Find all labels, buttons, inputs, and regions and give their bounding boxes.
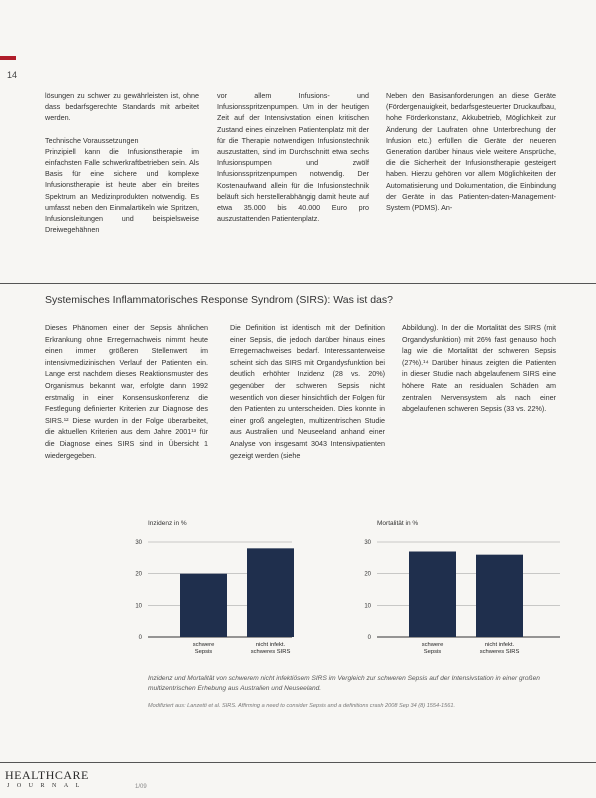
box-column-2 — [230, 322, 385, 461]
category-label: schweres SIRS — [479, 649, 520, 655]
page-number: 14 — [7, 70, 18, 80]
tick-label: 20 — [135, 571, 142, 578]
box-title: Systemisches Inflammatorisches Response Syndrom (SIRS): Was ist das? — [45, 294, 393, 306]
box-column-1 — [45, 322, 208, 461]
section-marker — [0, 56, 16, 60]
tick-label: 30 — [364, 540, 371, 546]
text-column-2 — [217, 90, 369, 224]
category-label: Sepsis — [423, 649, 442, 655]
figure-source: Modifiziert aus: Lanzetti et al. SIRS. Affirming a need to consider Sepsis and a definitions crash 2008 Sep 34 (8) 1554-1561. — [148, 703, 456, 709]
tick-label: 0 — [138, 635, 142, 641]
paragraph: Abbildung). In der die Mortalität des SIRS (mit Organdysfunktion) mit 26% fast genauso hoch lag wie die Mortalität der schweren Sepsis (27%).¹⁴ Darüber hinaus zeigten die Patienten in dieser Studie nach abgelaufenem SIRS eine höhere Rate an residualen Schäden am zentralen Nervensystem als nach einer abgelaufenen schweren Sepsis (33 vs. 22%). — [402, 323, 556, 414]
tick-label: 10 — [364, 603, 371, 610]
journal-logo: HEALTHCARE — [5, 768, 89, 782]
category-label: Sepsis — [194, 649, 213, 655]
bar — [409, 552, 456, 638]
paragraph: vor allem Infusions- und Infusionsspritzenpumpen. Um in der heutigen Zeit auf der Intensivstation einen kritischen Zustand eines einzelnen Patientenplatz mit der für die Therapie notwendigen Infusionstechnik auszustatten, sind im Durchschnitt etwa sechs Infusionspumpen und zwölf Infusionsspritzenpumpen notwendig. Der Kostenaufwand allein für die Infusionstechnik beläuft sich herstellerabhängig damit heute auf etwa 35.000 bis 40.000 Euro pro auszustattenden Patientenplatz. — [217, 91, 369, 224]
section-heading: Technische Voraussetzungen — [45, 135, 139, 145]
bar — [180, 574, 227, 637]
category-label: schweres SIRS — [250, 649, 291, 655]
chart-title: Inzidenz in % — [148, 520, 187, 527]
text-column-1 — [45, 90, 199, 235]
footer-rule — [0, 762, 596, 763]
tick-label: 0 — [367, 635, 371, 641]
paragraph: lösungen zu schwer zu gewährleisten ist, ohne dass bedarfsgerechte Standards mit arbeitet werden. — [45, 91, 199, 123]
tick-label: 30 — [135, 540, 142, 546]
paragraph: Neben den Basisanforderungen an diese Geräte (Fördergenauigkeit, bedarfsgesteuerter Druckaufbau, hohe Förderkonstanz, Akkubetrieb, Möglichkeit zur Änderung der Laufraten ohne Unterbrechung der Infusion etc.) erfüllen die Geräte der neueren Generation darüber hinaus viele weitere Ansprüche, die die Sicherheit der Infusionstherapie gesteigert haben. Hierzu gehören vor allem Möglichkeiten der Automatisierung und Dokumentation, die Einbindung der Geräte in das Patienten-daten-Management-System (PDMS). An- — [386, 91, 556, 213]
tick-label: 20 — [364, 571, 371, 578]
paragraph: Dieses Phänomen einer der Sepsis ähnlichen Erkrankung ohne Erregernachweis nimmt heute einen immer größeren Stellenwert im intensivmedizinischen Verlauf der Patienten ein. Lange erst nachdem dieses Reaktionsmuster des Organismus bekannt war, erfolgte dann 1992 erstmalig in einer Konsensuskonferenz die Festlegung definierter Kriterien zur Diagnose des SIRS.¹² Diese wurden in der Folge überarbeitet, die aktuellen Kriterien aus dem Jahre 2001¹³ für die Diagnose eines SIRS sind in Übersicht 1 wiedergegeben. — [45, 323, 208, 460]
paragraph: Die Definition ist identisch mit der Definition einer Sepsis, die jedoch darüber hinaus eines Erregernachweises bedarf. Interessanterweise scheint sich das SIRS mit Organdysfunktion bei deutlich erhöhter Inzidenz (28 vs. 20%) gegenüber der schweren Sepsis nicht wesentlich von dieser hinsichtlich der Folgen für den Patienten zu unterscheiden. Dies konnte in einer groß angelegten, multizentrischen Studie aus Australien und Neuseeland anhand einer Analyse von insgesamt 3043 Intensivpatienten gezeigt werden (siehe — [230, 323, 385, 460]
category-label: schwere — [421, 642, 444, 648]
journal-logo-sub: JOURNAL — [7, 783, 87, 789]
bar — [247, 548, 294, 637]
category-label: nicht infekt. — [255, 642, 286, 648]
paragraph: Prinzipiell kann die Infusionstherapie im einfachsten Falle schwerkraftbetrieben sein. Als Basis für eine sichere und komplexe Infusionstherapie ist heute aber ein breites Spektrum an Medizinprodukten notwendig. Es umfasst neben den Einmalartikeln wie Spritzen, Infusionsleitungen und beispielsweise Dreiwegehähnen — [45, 146, 199, 235]
bar-charts — [0, 515, 596, 665]
tick-label: 10 — [135, 603, 142, 610]
box-column-3 — [402, 322, 556, 415]
figure-caption: Inzidenz und Mortalität von schwerem nicht infektiösem SIRS im Vergleich zur schweren Sepsis auf der Intensivstation in einer großen multizentrischen Erhebung aus Australien und Neuseeland. — [148, 675, 540, 692]
issue-tag: 1/09 — [135, 784, 147, 790]
text-column-3 — [386, 90, 556, 213]
category-label: nicht infekt. — [484, 642, 515, 648]
category-label: schwere — [192, 642, 215, 648]
bar — [476, 555, 523, 637]
chart-title: Mortalität in % — [377, 520, 419, 527]
box-top-rule — [0, 283, 596, 284]
